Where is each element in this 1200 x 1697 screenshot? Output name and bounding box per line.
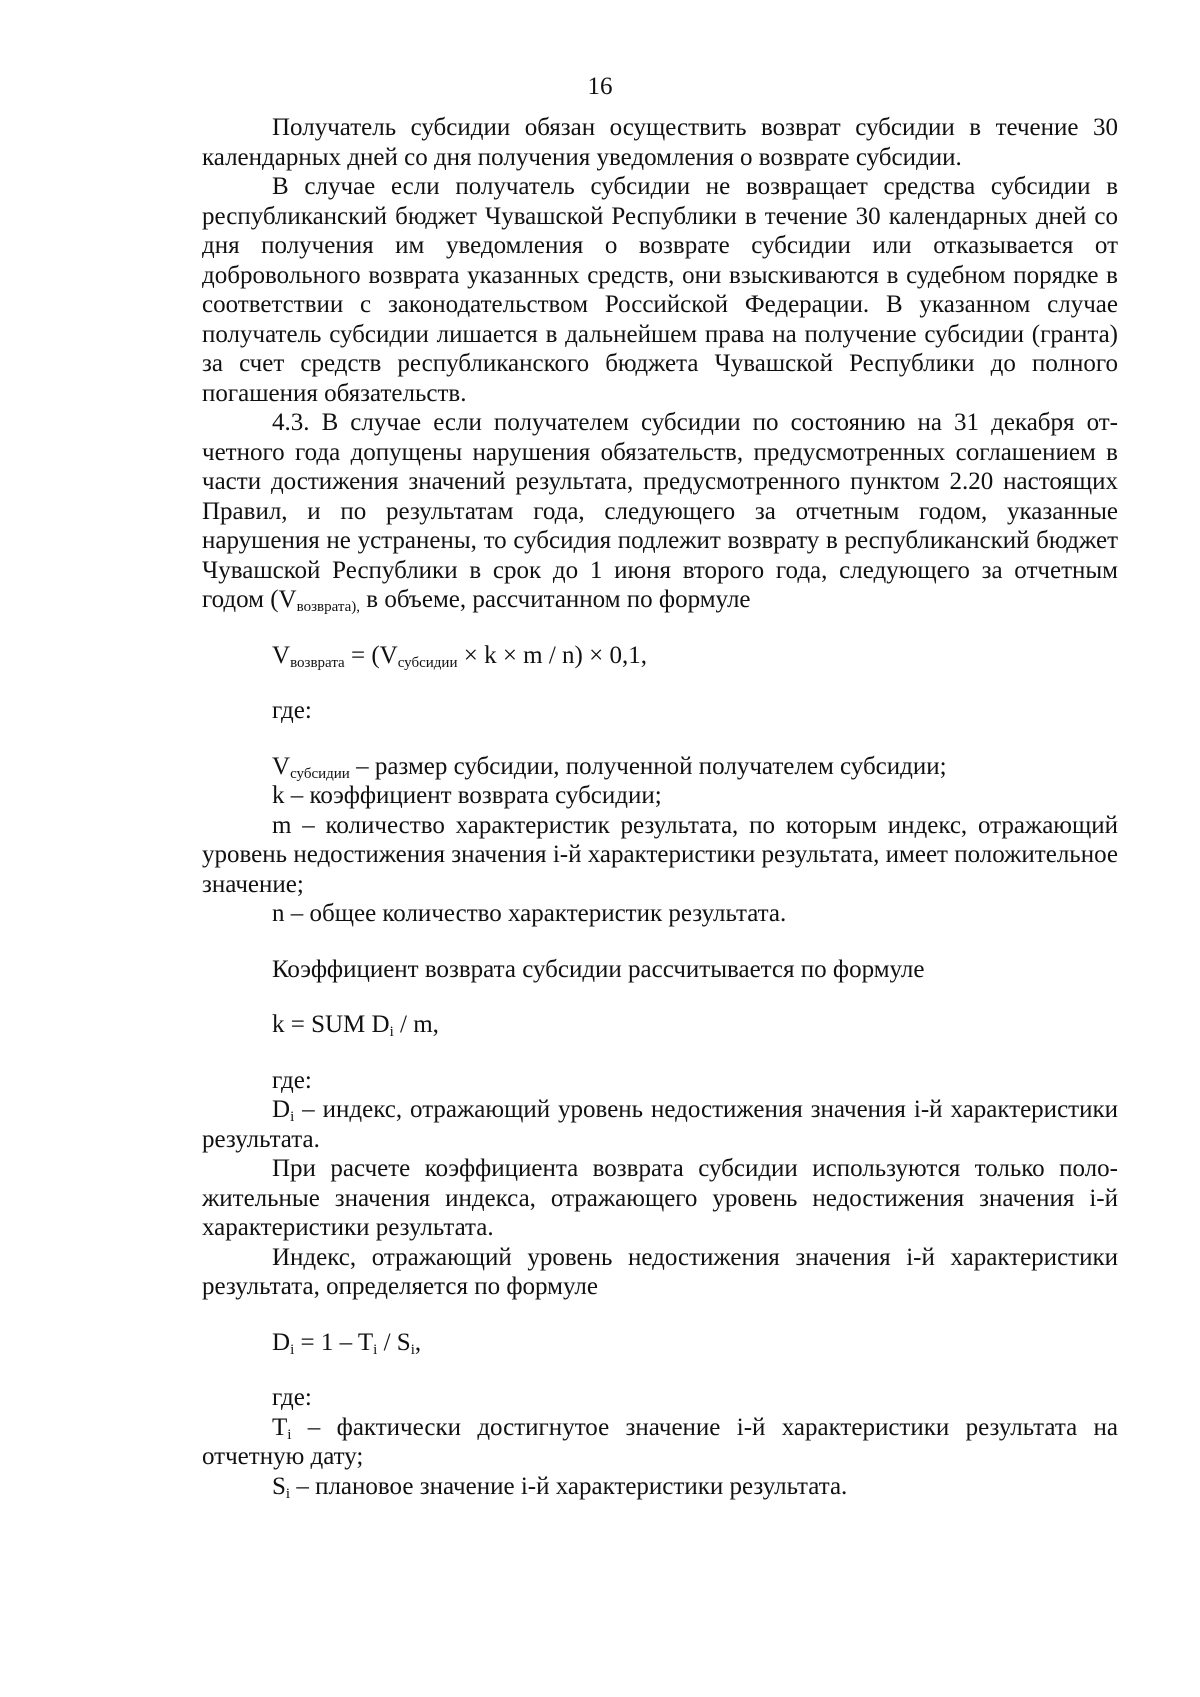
where-label-3: где: (272, 1384, 312, 1411)
formula-coefficient (202, 1010, 1118, 1040)
paragraph-4-3-main: 4.3. В случае если получателем субсидии по состоянию на 31 декабря отчетного года допущены нарушения обязательств, предусмотренных соглашением в части достижения значений результата, предусмотренного пунктом 2.20 настоящих Правил, и по результатам года, следующего за отчетным годом, указанные нарушения не устранены, то субсидия подлежит возврату в республиканский бюджет Чувашской Республики в срок до 1 июня второго года, следующего за отчетным годом (V (202, 409, 1118, 613)
paragraph-4-3 (202, 408, 1118, 615)
formula-return-lhs-sub: возврата (290, 654, 345, 671)
formula-coefficient-rest: / m, (393, 1011, 439, 1038)
coefficient-intro: Коэффициент возврата субсидии рассчитывается по формуле (272, 955, 925, 983)
formula-index-t-sub: i (373, 1341, 378, 1358)
definition-s-text: – плановое значение i-й характеристики результата. (290, 1472, 848, 1500)
formula-index-d-sub: i (290, 1341, 295, 1358)
definition-v-symbol: V (272, 752, 291, 780)
where-label-1: где: (272, 697, 312, 724)
where-label-2: где: (272, 1066, 312, 1094)
definition-d (202, 1095, 1118, 1154)
formula-index (202, 1328, 1118, 1358)
definition-k: k – коэффициент возврата субсидии; (272, 782, 662, 809)
definition-m: m – количество характеристик результата, по которым индекс, отражающий уровень недостижения значения i-й характеристики результата, имеет положительное значение; (202, 811, 1118, 898)
paragraph-4-3-tail: в объеме, рассчитанном по формуле (360, 586, 751, 613)
definition-t-subscript: i (287, 1426, 292, 1443)
formula-return-lhs: V (272, 641, 291, 669)
coefficient-note: При расчете коэффициента возврата субсидии используются только положительные значения индекса, отражающего уровень недостижения значения i-й характеристики результата. (202, 1155, 1118, 1241)
definition-v-subscript: субсидии (290, 765, 350, 782)
definition-d-text: – индекс, отражающий уровень недостижения значения i-й характеристики результата. (202, 1096, 1118, 1153)
definition-s (202, 1472, 1118, 1502)
formula-return-eq: = (V (344, 641, 398, 669)
formula-return-inner-sub: субсидии (397, 654, 458, 671)
formula-index-s-sub: i (410, 1341, 415, 1358)
paragraph-4-3-subscript: возврата), (296, 599, 361, 615)
formula-index-d: D (272, 1328, 291, 1356)
document-body (202, 113, 1118, 1501)
definition-d-subscript: i (290, 1109, 295, 1125)
paragraph-court-recovery: В случае если получатель субсидии не возвращает средства субсидии в республиканский бюджет Чувашской Республики в течение 30 календарных дней со дня получения им уведомления о возврате субсидии или отказывается от добровольного возврата указанных средств, они взыскиваются в судебном порядке в соответствии с законодательством Российской Федерации. В указанном случае получатель субсидии лишается в дальнейшем права на получение субсидии (гранта) за счет средств республиканского бюджета Чувашской Республики до полного погашения обязательств. (202, 173, 1118, 407)
paragraph-return-deadline: Получатель субсидии обязан осуществить возврат субсидии в течение 30 календарных дней со дня получения уведомления о возврате субсидии. (202, 114, 1118, 171)
formula-return-volume (202, 641, 1118, 671)
definition-d-symbol: D (272, 1096, 291, 1123)
definition-n: n – общее количество характеристик результата. (272, 900, 787, 927)
index-intro: Индекс, отражающий уровень недостижения значения i-й характеристики результата, определяется по формуле (202, 1243, 1118, 1300)
formula-coefficient-sub: i (389, 1024, 394, 1040)
page-number: 16 (587, 73, 613, 100)
formula-index-mid: = 1 – T (294, 1328, 374, 1356)
formula-index-end: , (414, 1328, 422, 1356)
definition-v-subsidy (202, 752, 1118, 782)
definition-s-symbol: S (272, 1472, 286, 1500)
definition-t-text: – фактически достигнутое значение i-й характеристики результата на отчетную дату; (202, 1413, 1118, 1470)
definition-t (202, 1413, 1118, 1472)
definition-t-symbol: T (272, 1413, 288, 1441)
definition-v-text: – размер субсидии, полученной получателем субсидии; (349, 752, 947, 780)
definition-s-subscript: i (285, 1485, 291, 1502)
formula-return-rest: × k × m / n) × 0,1, (457, 641, 647, 669)
formula-coefficient-lhs: k = SUM D (272, 1011, 390, 1038)
formula-index-slash: / S (377, 1328, 411, 1356)
